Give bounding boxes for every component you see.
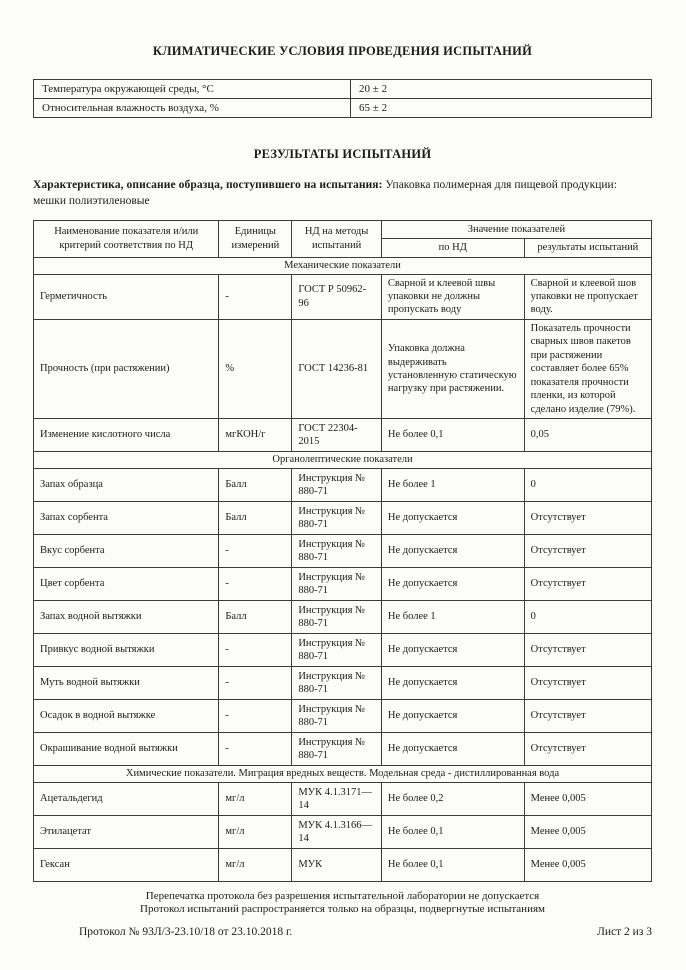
- norm-cell: Не более 1: [381, 600, 524, 633]
- indicator-name-cell: Окрашивание водной вытяжки: [34, 732, 219, 765]
- unit-cell: -: [219, 274, 292, 319]
- indicator-name-cell: Герметичность: [34, 274, 219, 319]
- unit-cell: -: [219, 534, 292, 567]
- result-cell: Менее 0,005: [524, 815, 651, 848]
- method-cell: ГОСТ 22304-2015: [292, 418, 382, 451]
- results-table-body: [34, 257, 652, 881]
- header-row-1: [34, 220, 652, 238]
- table-row: [34, 699, 652, 732]
- protocol-number: Протокол № 93Л/3-23.10/18 от 23.10.2018 г.: [79, 925, 293, 938]
- unit-cell: Балл: [219, 468, 292, 501]
- indicator-name-cell: Цвет сорбента: [34, 567, 219, 600]
- table-row: [34, 534, 652, 567]
- norm-cell: Не допускается: [381, 501, 524, 534]
- unit-cell: -: [219, 732, 292, 765]
- sample-description: [33, 178, 652, 210]
- result-cell: Отсутствует: [524, 732, 651, 765]
- indicator-name-cell: Муть водной вытяжки: [34, 666, 219, 699]
- indicator-name-cell: Изменение кислотного числа: [34, 418, 219, 451]
- unit-cell: -: [219, 666, 292, 699]
- result-cell: Сварной и клеевой шов упаковки не пропускает воду.: [524, 274, 651, 319]
- norm-cell: Не более 0,1: [381, 418, 524, 451]
- table-row: [34, 633, 652, 666]
- result-cell: 0: [524, 468, 651, 501]
- norm-cell: Не более 1: [381, 468, 524, 501]
- value-cell: 65 ± 2: [351, 99, 652, 118]
- climate-table-body: [34, 80, 652, 118]
- section-label: Механические показатели: [34, 257, 652, 274]
- col-header-indicator: Наименование показателя и/или критерий соответствия по НД: [34, 220, 219, 257]
- method-cell: Инструкция № 880-71: [292, 534, 382, 567]
- climate-row: [34, 99, 652, 118]
- method-cell: МУК: [292, 848, 382, 881]
- indicator-name-cell: Вкус сорбента: [34, 534, 219, 567]
- value-cell: 20 ± 2: [351, 80, 652, 99]
- table-row: [34, 501, 652, 534]
- climate-conditions-title: КЛИМАТИЧЕСКИЕ УСЛОВИЯ ПРОВЕДЕНИЯ ИСПЫТАНИЙ: [152, 44, 533, 58]
- footer-note-2: Протокол испытаний распространяется только на образцы, подвергнутые испытаниям: [140, 902, 545, 915]
- result-cell: 0: [524, 600, 651, 633]
- indicator-name-cell: Этилацетат: [34, 815, 219, 848]
- indicator-name-cell: Осадок в водной вытяжке: [34, 699, 219, 732]
- table-row: [34, 848, 652, 881]
- table-row: [34, 274, 652, 319]
- results-table: [33, 220, 652, 882]
- unit-cell: Балл: [219, 501, 292, 534]
- method-cell: МУК 4.1.3171—14: [292, 782, 382, 815]
- section-label: Химические показатели. Миграция вредных веществ. Модельная среда - дистиллированная вода: [34, 765, 652, 782]
- result-cell: Отсутствует: [524, 699, 651, 732]
- norm-cell: Не допускается: [381, 567, 524, 600]
- method-cell: Инструкция № 880-71: [292, 732, 382, 765]
- indicator-name-cell: Запах образца: [34, 468, 219, 501]
- norm-cell: Не более 0,1: [381, 815, 524, 848]
- norm-cell: Не более 0,1: [381, 848, 524, 881]
- unit-cell: -: [219, 567, 292, 600]
- method-cell: Инструкция № 880-71: [292, 501, 382, 534]
- indicator-name-cell: Гексан: [34, 848, 219, 881]
- section-row: [34, 451, 652, 468]
- table-row: [34, 782, 652, 815]
- section-row: [34, 765, 652, 782]
- unit-cell: %: [219, 319, 292, 418]
- norm-cell: Не допускается: [381, 732, 524, 765]
- norm-cell: Сварной и клеевой швы упаковки не должны пропускать воду: [381, 274, 524, 319]
- col-header-result: результаты испытаний: [524, 239, 651, 257]
- section-label: Органолептические показатели: [34, 451, 652, 468]
- table-row: [34, 815, 652, 848]
- result-cell: Менее 0,005: [524, 782, 651, 815]
- unit-cell: мгКОН/г: [219, 418, 292, 451]
- sample-description-label: Характеристика, описание образца, поступившего на испытания:: [33, 179, 383, 191]
- indicator-name-cell: Прочность (при растяжении): [34, 319, 219, 418]
- result-cell: Отсутствует: [524, 567, 651, 600]
- method-cell: Инструкция № 880-71: [292, 699, 382, 732]
- result-cell: Отсутствует: [524, 666, 651, 699]
- unit-cell: Балл: [219, 600, 292, 633]
- sample-description-value: Упаковка полимерная для пищевой продукции: мешки полиэтиленовые: [33, 179, 617, 207]
- result-cell: Отсутствует: [524, 534, 651, 567]
- unit-cell: мг/л: [219, 848, 292, 881]
- norm-cell: Не допускается: [381, 666, 524, 699]
- section-row: [34, 257, 652, 274]
- col-header-units: Единицы измерений: [219, 220, 292, 257]
- indicator-name-cell: Запах сорбента: [34, 501, 219, 534]
- table-row: [34, 732, 652, 765]
- table-row: [34, 567, 652, 600]
- norm-cell: Не более 0,2: [381, 782, 524, 815]
- method-cell: Инструкция № 880-71: [292, 468, 382, 501]
- method-cell: Инструкция № 880-71: [292, 600, 382, 633]
- result-cell: 0,05: [524, 418, 651, 451]
- parameter-cell: Температура окружающей среды, °С: [34, 80, 351, 99]
- results-table-header: [34, 220, 652, 257]
- climate-row: [34, 80, 652, 99]
- norm-cell: Не допускается: [381, 699, 524, 732]
- table-row: [34, 468, 652, 501]
- climate-conditions-table: [33, 79, 652, 118]
- footer-row: [33, 926, 652, 938]
- table-row: [34, 600, 652, 633]
- method-cell: Инструкция № 880-71: [292, 666, 382, 699]
- result-cell: Менее 0,005: [524, 848, 651, 881]
- footer-note-1: Перепечатка протокола без разрешения испытательной лаборатории не допускается: [145, 889, 540, 902]
- method-cell: ГОСТ 14236-81: [292, 319, 382, 418]
- method-cell: МУК 4.1.3166—14: [292, 815, 382, 848]
- col-header-method: НД на методы испытаний: [292, 220, 382, 257]
- norm-cell: Не допускается: [381, 633, 524, 666]
- result-cell: Отсутствует: [524, 501, 651, 534]
- col-header-norm: по НД: [381, 239, 524, 257]
- parameter-cell: Относительная влажность воздуха, %: [34, 99, 351, 118]
- method-cell: Инструкция № 880-71: [292, 633, 382, 666]
- method-cell: ГОСТ Р 50962-96: [292, 274, 382, 319]
- unit-cell: мг/л: [219, 815, 292, 848]
- unit-cell: -: [219, 699, 292, 732]
- indicator-name-cell: Привкус водной вытяжки: [34, 633, 219, 666]
- table-row: [34, 319, 652, 418]
- table-row: [34, 666, 652, 699]
- test-results-title: РЕЗУЛЬТАТЫ ИСПЫТАНИЙ: [253, 147, 432, 161]
- unit-cell: мг/л: [219, 782, 292, 815]
- norm-cell: Упаковка должна выдерживать установленную статическую нагрузку при растяжении.: [381, 319, 524, 418]
- sheet-number: Лист 2 из 3: [597, 925, 652, 938]
- table-row: [34, 418, 652, 451]
- method-cell: Инструкция № 880-71: [292, 567, 382, 600]
- norm-cell: Не допускается: [381, 534, 524, 567]
- result-cell: Отсутствует: [524, 633, 651, 666]
- indicator-name-cell: Ацетальдегид: [34, 782, 219, 815]
- indicator-name-cell: Запах водной вытяжки: [34, 600, 219, 633]
- col-header-value-group: Значение показателей: [381, 220, 651, 238]
- result-cell: Показатель прочности сварных швов пакетов при растяжении составляет более 65% показателя прочности пленки, из которой сделано изделие (79%).: [524, 319, 651, 418]
- unit-cell: -: [219, 633, 292, 666]
